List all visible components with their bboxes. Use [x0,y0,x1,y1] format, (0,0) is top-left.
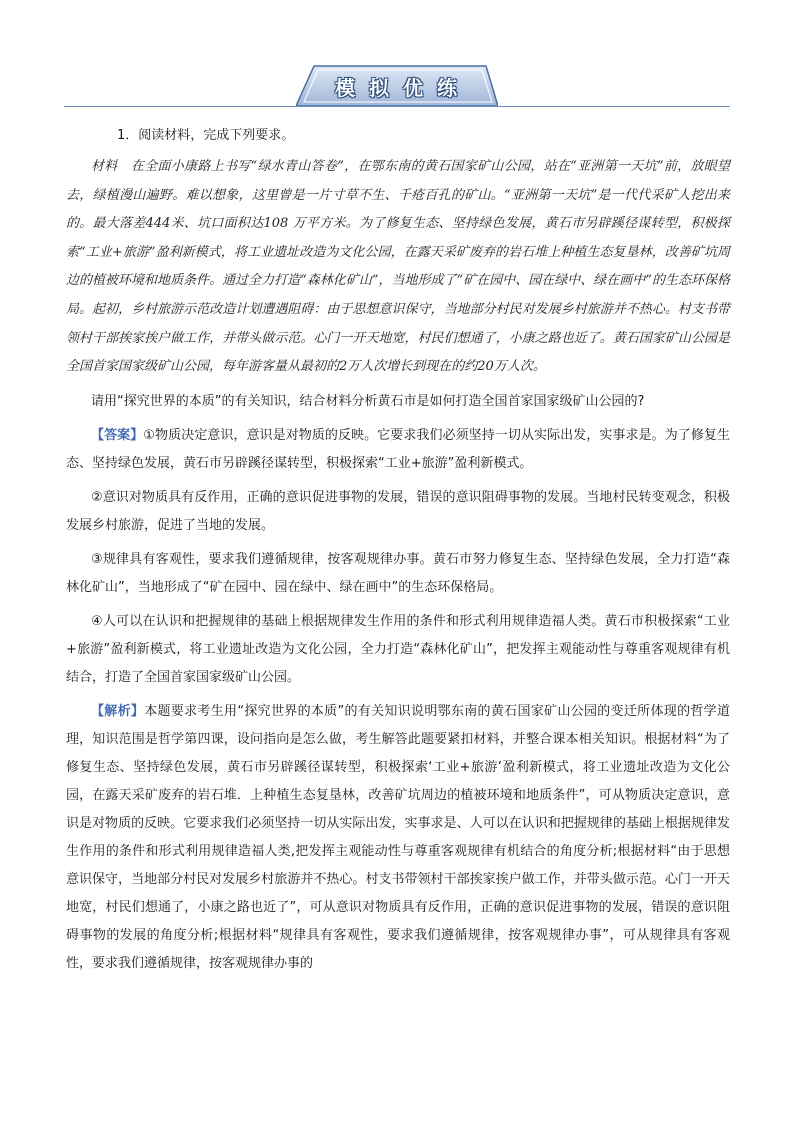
answer-paragraph-2: ②意识对物质具有反作用，正确的意识促进事物的发展，错误的意识阻碍事物的发展。当地村民转变观念，积极发展乡村旅游，促进了当地的发展。 [66,489,730,533]
analysis-label: 【解析】 [91,703,145,719]
analysis-text: 本题要求考生用“探究世界的本质”的有关知识说明鄂东南的黄石国家矿山公园的变迁所体现的哲学道理，知识范围是哲学第四课，设问指向是怎么做，考生解答此题要紧扣材料，并整合课本相关知识。根据材料“为了修复生态、坚持绿色发展，黄石市另辟蹊径谋转型，积极探索‘工业+旅游’盈利新模式，将工业遗址改造为文化公园，在露天采矿废弃的岩石堆．上种植生态复垦林，改善矿坑周边的植被环境和地质条件”，可从物质决定意识，意识是对物质的反映。它要求我们必须坚持一切从实际出发，实事求是、人可以在认识和把握规律的基础上根据规律发生作用的条件和形式利用规律造福人类,把发挥主观能动性与尊重客观规律有机结合的角度分析;根据材料“由于思想意识保守，当地部分村民对发展乡村旅游并不热心。村支书带领村干部挨家挨户做工作，并带头做示范。心门一开天地宽，村民们想通了，小康之路也近了”，可从意识对物质具有反作用，正确的意识促进事物的发展，错误的意识阻碍事物的发展的角度分析;根据材料“规律具有客观性，要求我们遵循规律，按客观规律办事”，可从规律具有客观性，要求我们遵循规律，按客观规律办事的 [66,703,730,971]
answer-text-1: ①物质决定意识，意识是对物质的反映。它要求我们必须坚持一切从实际出发，实事求是。为了修复生态、坚持绿色发展，黄石市另辟蹊径谋转型，积极探索“工业+旅游”盈利新模式。 [66,427,730,471]
answer-label: 【答案】 [91,427,144,443]
answer-paragraph-4: ④人可以在认识和把握规律的基础上根据规律发生作用的条件和形式利用规律造福人类。黄石市积极探索“工业+旅游”盈利新模式，将工业遗址改造为文化公园，全力打造“森林化矿山”，把发挥主观能动性与尊重客观规律有机结合，打造了全国首家国家级矿山公园。 [66,613,730,685]
section-badge-label-wrap [296,62,498,112]
answer-paragraph-3: ③规律具有客观性，要求我们遵循规律，按客观规律办事。黄石市努力修复生态、坚持绿色发展，全力打造“森林化矿山”，当地形成了“矿在园中、园在绿中、绿在画中”的生态环保格局。 [66,551,730,595]
section-badge-label: 模拟优练 [335,76,471,100]
header-divider [64,106,730,107]
question-prompt: 请用“探究世界的本质”的有关知识，结合材料分析黄石市是如何打造全国首家国家级矿山公园的? [91,393,645,409]
document-body [66,122,730,978]
question-intro: 1．阅读材料，完成下列要求。 [117,128,295,143]
analysis-paragraph [66,698,730,978]
answer-paragraph-1 [66,422,730,478]
question-material: 材料 在全面小康路上书写“绿水青山答卷”，在鄂东南的黄石国家矿山公园，站在“亚洲第一天坑”前，放眼望去，绿植漫山遍野。难以想象，这里曾是一片寸草不生、千疮百孔的矿山。“亚洲第一天坑”是一代代采矿人挖出来的。最大落差444米、坑口面积达108 万平方米。为了修复生态、坚持绿色发展，黄石市另辟蹊径谋转型，积极探索“工业+旅游”盈利新模式，将工业遗址改造为文化公园，在露天采矿废弃的岩石堆上种植生态复垦林，改善矿坑周边的植被环境和地质条件。通过全力打造“森林化矿山”，当地形成了“矿在园中、园在绿中、绿在画中”的生态环保格局。起初，乡村旅游示范改造计划遭遇阻碍：由于思想意识保守，当地部分村民对发展乡村旅游并不热心。村支书带领村干部挨家挨户做工作，并带头做示范。心门一开天地宽，村民们想通了，小康之路也近了。黄石国家矿山公园是全国首家国家级矿山公园，每年游客量从最初的2万人次增长到现在的约20万人次。 [66,159,730,375]
section-header [0,0,794,110]
